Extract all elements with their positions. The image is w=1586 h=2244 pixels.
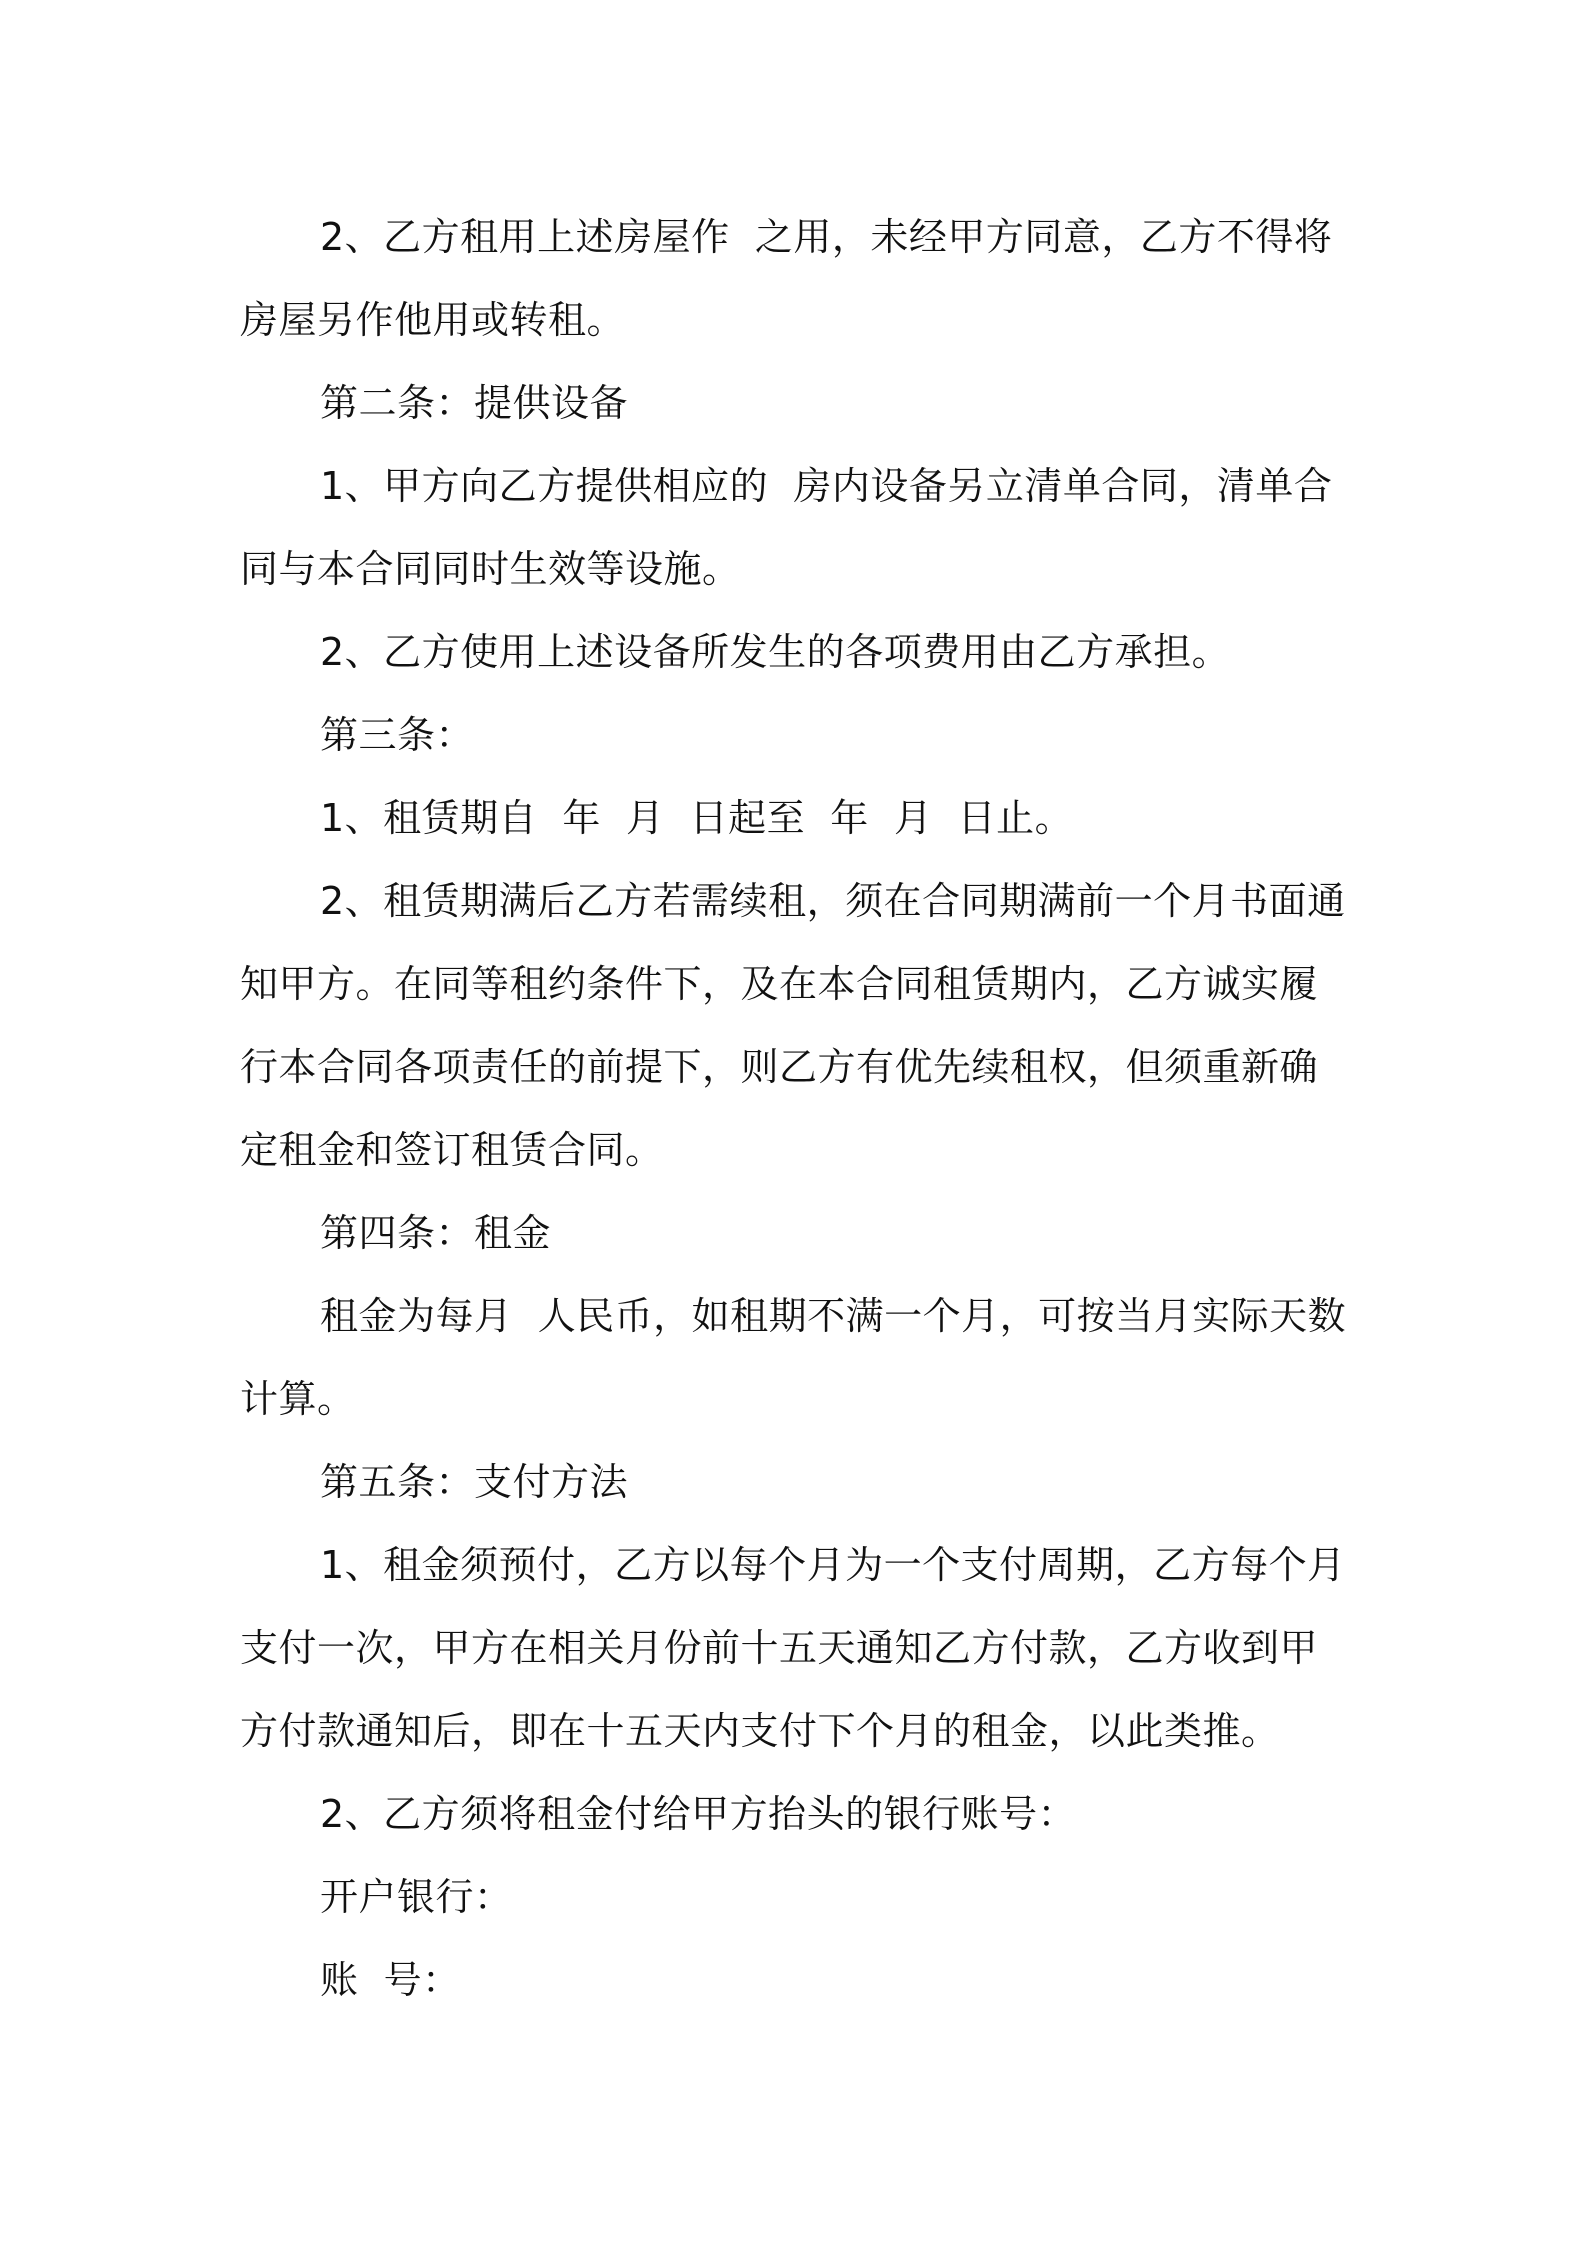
heading-article-4: 第四条：租金 bbox=[320, 1211, 552, 1255]
paragraph-bank-account: 2、乙方须将租金付给甲方抬头的银行账号： bbox=[320, 1792, 1077, 1836]
paragraph-usage-clause: 2、乙方租用上述房屋作 之用，未经甲方同意，乙方不得将房屋另作他用或转租。 bbox=[240, 215, 1333, 342]
heading-article-3: 第三条： bbox=[320, 713, 475, 757]
paragraph-rent-amount: 租金为每月 人民币，如租期不满一个月，可按当月实际天数计算。 bbox=[240, 1294, 1347, 1421]
paragraph-equipment-list: 1、甲方向乙方提供相应的 房内设备另立清单合同，清单合同与本合同同时生效等设施。 bbox=[240, 464, 1333, 591]
paragraph-lease-term: 1、租赁期自 年 月 日起至 年 月 日止。 bbox=[320, 796, 1074, 840]
document-body bbox=[240, 196, 1352, 2022]
field-bank-name: 开户银行： bbox=[320, 1875, 513, 1919]
paragraph-renewal: 2、租赁期满后乙方若需续租，须在合同期满前一个月书面通知甲方。在同等租约条件下，及在本合同租赁期内，乙方诚实履行本合同各项责任的前提下，则乙方有优先续租权，但须重新确定租金和签订租赁合同。 bbox=[240, 879, 1346, 1172]
heading-article-5: 第五条：支付方法 bbox=[320, 1460, 629, 1504]
heading-article-2: 第二条：提供设备 bbox=[320, 381, 629, 425]
field-account-number: 账 号： bbox=[320, 1958, 461, 2002]
paragraph-equipment-fees: 2、乙方使用上述设备所发生的各项费用由乙方承担。 bbox=[320, 630, 1231, 674]
paragraph-payment-cycle: 1、租金须预付，乙方以每个月为一个支付周期，乙方每个月支付一次，甲方在相关月份前十五天通知乙方付款，乙方收到甲方付款通知后，即在十五天内支付下个月的租金，以此类推。 bbox=[240, 1543, 1346, 1753]
